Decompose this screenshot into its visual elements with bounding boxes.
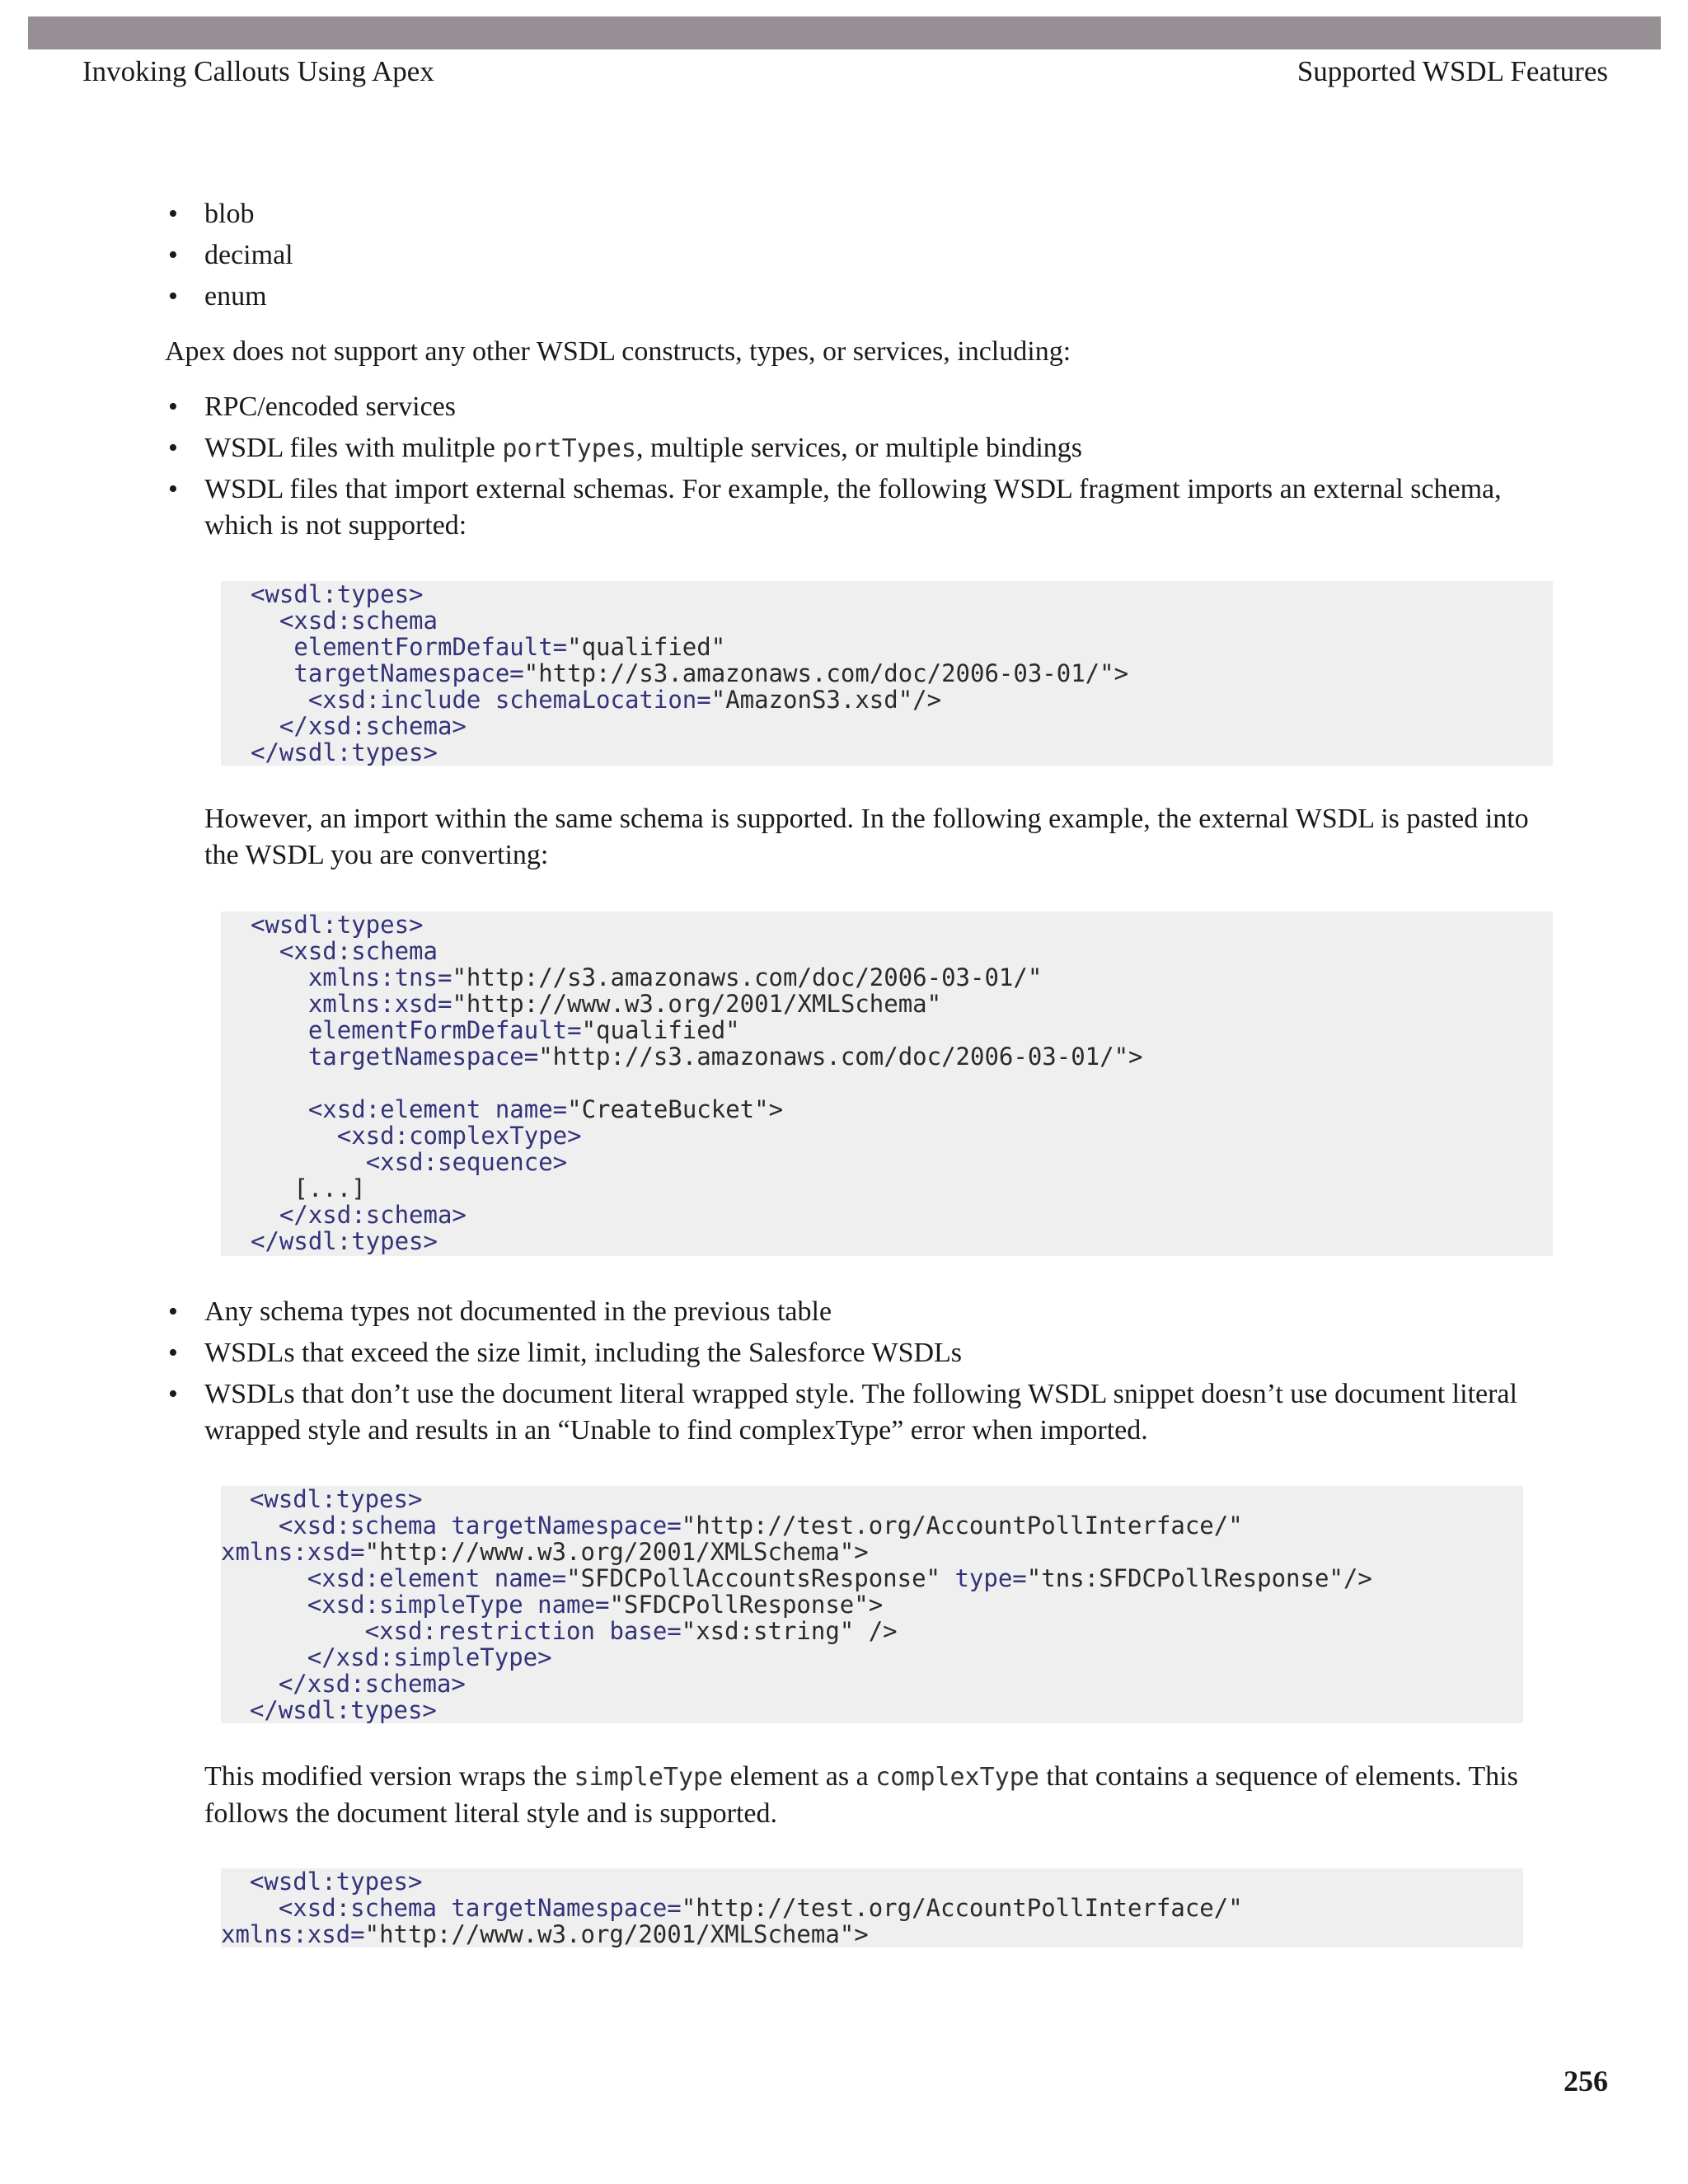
code-listing: [221, 1486, 1523, 1723]
bullet-icon: •: [168, 391, 178, 422]
list-item: • WSDLs that don’t use the document literal wrapped style. The following WSDL snippet doesn’t use document literal wrapped style and results in an “Unable to find complexType” error when imported.: [204, 1376, 1548, 1449]
code-tag-token: </wsdl:types>: [251, 1227, 438, 1255]
code-text-token: "http://s3.amazonaws.com/doc/2006-03-01/">: [523, 659, 1129, 687]
code-text-token: [251, 1148, 366, 1176]
bullet-icon: •: [168, 281, 178, 312]
paragraph: However, an import within the same schema is supported. In the following example, the external WSDL is pasted into the WSDL you are converting:: [204, 804, 1529, 870]
code-tag-token: <xsd:restriction: [364, 1617, 595, 1645]
code-text-token: [221, 1617, 365, 1645]
code-text-token: [221, 1564, 307, 1592]
list-item: • blob: [204, 196, 1548, 232]
code-tag-token: targetNamespace=: [307, 1043, 539, 1071]
code-block: [221, 581, 1553, 766]
code-text-token: [221, 1894, 279, 1922]
code-text-token: [481, 686, 495, 714]
header-section-title: Supported WSDL Features: [1296, 55, 1608, 87]
code-text-token: [480, 1564, 494, 1592]
code-tag-token: <xsd:schema: [279, 607, 438, 635]
code-text-token: "http://test.org/AccountPollInterface/": [681, 1894, 1243, 1922]
code-text-token: [221, 1591, 307, 1619]
code-text-token: "SFDCPollAccountsResponse": [566, 1564, 955, 1592]
code-tag-token: <xsd:schema: [278, 1511, 437, 1540]
code-tag-token: targetNamespace=: [451, 1894, 682, 1922]
code-tag-token: type=: [954, 1564, 1027, 1592]
code-tag-token: name=: [494, 1564, 567, 1592]
intro-paragraph: Apex does not support any other WSDL constructs, types, or services, including:: [165, 336, 1071, 367]
code-tag-token: <xsd:complexType>: [336, 1122, 582, 1150]
code-tag-token: xmlns:tns=: [307, 963, 452, 991]
code-text-token: "tns:SFDCPollResponse"/>: [1026, 1564, 1372, 1592]
inline-code: simpleType: [574, 1763, 724, 1792]
code-text-token: [251, 1201, 279, 1229]
code-text-token: [251, 1016, 308, 1044]
code-tag-token: </wsdl:types>: [249, 1696, 437, 1724]
code-tag-token: </xsd:schema>: [279, 712, 467, 740]
code-text-token: "AmazonS3.xsd"/>: [710, 686, 942, 714]
code-tag-token: <wsdl:types>: [249, 1485, 423, 1513]
code-tag-token: <xsd:schema: [279, 937, 438, 965]
code-text-token: [251, 633, 293, 661]
code-tag-token: <xsd:include: [307, 686, 481, 714]
code-tag-token: xmlns:xsd=: [221, 1538, 365, 1566]
code-text-token: [221, 1485, 250, 1513]
code-listing: [251, 581, 1553, 766]
code-text-token: [251, 990, 308, 1018]
code-text-token: [523, 1591, 537, 1619]
code-tag-token: <xsd:simpleType: [307, 1591, 523, 1619]
code-tag-token: </wsdl:types>: [251, 738, 438, 766]
bullet-icon: •: [168, 433, 178, 463]
code-text-token: "http://www.w3.org/2001/XMLSchema": [452, 990, 942, 1018]
code-text-token: [251, 963, 308, 991]
code-text-token: [221, 1643, 307, 1671]
code-text-token: [221, 1696, 250, 1724]
code-tag-token: xmlns:xsd=: [221, 1920, 365, 1948]
code-tag-token: xmlns:xsd=: [307, 990, 452, 1018]
code-tag-token: <xsd:schema: [278, 1894, 437, 1922]
list-item: • WSDL files with mulitple portTypes, multiple services, or multiple bindings: [204, 430, 1548, 467]
code-tag-token: <xsd:element: [307, 1095, 481, 1123]
code-text-token: [437, 1894, 451, 1922]
bullet-icon: •: [168, 1379, 178, 1409]
code-text-token: [595, 1617, 609, 1645]
code-text-token: [251, 1122, 337, 1150]
code-tag-token: </xsd:schema>: [279, 1201, 467, 1229]
code-block: [221, 1868, 1523, 1947]
code-text-token: [481, 1095, 495, 1123]
code-text-token: [221, 1511, 279, 1540]
list-item: • WSDLs that exceed the size limit, including the Salesforce WSDLs: [204, 1335, 1548, 1371]
inline-code: portTypes: [502, 434, 636, 463]
list-item: • decimal: [204, 237, 1548, 274]
code-text-token: "http://www.w3.org/2001/XMLSchema">: [364, 1920, 869, 1948]
code-text-token: "SFDCPollResponse">: [609, 1591, 884, 1619]
code-text-token: [251, 686, 308, 714]
code-tag-token: base=: [609, 1617, 682, 1645]
bullet-icon: •: [168, 240, 178, 270]
code-tag-token: targetNamespace=: [451, 1511, 682, 1540]
code-text-token: "http://s3.amazonaws.com/doc/2006-03-01/": [452, 963, 1043, 991]
code-tag-token: <xsd:sequence>: [365, 1148, 568, 1176]
code-listing: [251, 912, 1553, 1254]
list-item: • WSDL files that import external schemas. For example, the following WSDL fragment imports an external schema, which is not supported:: [204, 471, 1548, 544]
code-tag-token: name=: [537, 1591, 610, 1619]
code-tag-token: <wsdl:types>: [251, 911, 424, 939]
code-text-token: [221, 1670, 279, 1698]
code-tag-token: targetNamespace=: [293, 659, 524, 687]
list-item: • Any schema types not documented in the previous table: [204, 1294, 1548, 1330]
code-tag-token: <wsdl:types>: [251, 580, 424, 608]
code-text-token: [251, 607, 279, 635]
header-bar: [28, 16, 1661, 49]
code-text-token: [...]: [251, 1174, 366, 1202]
code-tag-token: elementFormDefault=: [307, 1016, 582, 1044]
code-text-token: [221, 1868, 250, 1896]
bullet-icon: •: [168, 1338, 178, 1368]
code-tag-token: <wsdl:types>: [249, 1868, 423, 1896]
code-text-token: "xsd:string" />: [681, 1617, 898, 1645]
bullet-icon: •: [168, 1296, 178, 1327]
code-tag-token: <xsd:element: [307, 1564, 481, 1592]
code-text-token: "CreateBucket">: [567, 1095, 784, 1123]
code-text-token: [251, 1095, 308, 1123]
code-text-token: [251, 712, 279, 740]
code-tag-token: schemaLocation=: [495, 686, 711, 714]
code-text-token: "http://www.w3.org/2001/XMLSchema">: [364, 1538, 869, 1566]
code-tag-token: </xsd:simpleType>: [307, 1643, 552, 1671]
code-tag-token: elementFormDefault=: [293, 633, 568, 661]
code-text-token: "qualified": [567, 633, 726, 661]
code-text-token: "qualified": [581, 1016, 740, 1044]
page-number: 256: [1564, 2064, 1608, 2097]
code-listing: [221, 1868, 1523, 1947]
header-chapter-title: Invoking Callouts Using Apex: [82, 55, 434, 87]
bullet-icon: •: [168, 474, 178, 504]
code-block: [221, 912, 1553, 1256]
bullet-icon: •: [168, 199, 178, 229]
code-tag-token: </xsd:schema>: [278, 1670, 466, 1698]
code-text-token: [251, 937, 279, 965]
list-item: • RPC/encoded services: [204, 389, 1548, 425]
list-item: • enum: [204, 279, 1548, 315]
code-text-token: "http://s3.amazonaws.com/doc/2006-03-01/">: [538, 1043, 1143, 1071]
code-block: [221, 1486, 1523, 1723]
code-text-token: [251, 659, 293, 687]
code-text-token: [251, 1043, 308, 1071]
code-tag-token: name=: [495, 1095, 568, 1123]
inline-code: complexType: [875, 1763, 1039, 1792]
paragraph: This modified version wraps the simpleType element as a complexType that contains a sequence of elements. This follows the document literal style and is supported.: [204, 1761, 1518, 1829]
code-text-token: [437, 1511, 451, 1540]
code-text-token: "http://test.org/AccountPollInterface/": [681, 1511, 1243, 1540]
